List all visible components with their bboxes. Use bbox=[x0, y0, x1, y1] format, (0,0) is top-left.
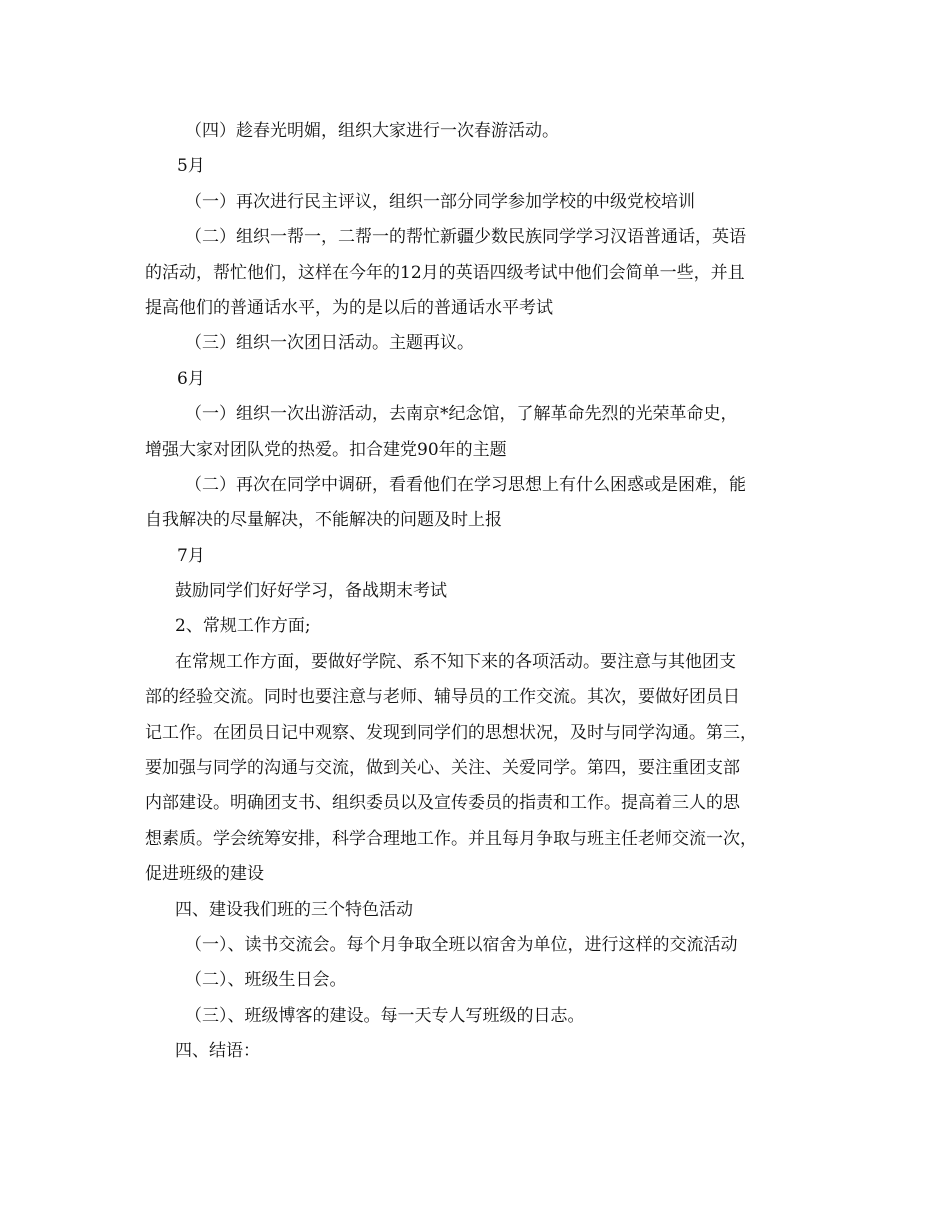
section-heading-special-activities: 四、建设我们班的三个特色活动 bbox=[175, 899, 413, 920]
month-heading-may: 5月 bbox=[177, 156, 205, 177]
paragraph-line: 促进班级的建设 bbox=[145, 864, 264, 885]
list-item: （二）、班级生日会。 bbox=[185, 970, 347, 991]
paragraph-line: 提高他们的普通话水平，为的是以后的普通话水平考试 bbox=[145, 297, 553, 318]
section-heading-conclusion: 四、结语： bbox=[175, 1041, 260, 1062]
month-heading-june: 6月 bbox=[177, 368, 205, 389]
paragraph-line: 想素质。学会统筹安排，科学合理地工作。并且每月争取与班主任老师交流一次， bbox=[145, 828, 757, 849]
paragraph-line: 在常规工作方面，要做好学院、系不知下来的各项活动。要注意与其他团支 bbox=[175, 651, 736, 672]
document-body bbox=[145, 114, 810, 1070]
section-heading-routine-work: 2、常规工作方面; bbox=[175, 616, 311, 637]
paragraph-line: （四）趁春光明媚，组织大家进行一次春游活动。 bbox=[185, 121, 559, 141]
paragraph-line: 内部建设。明确团支书、组织委员以及宣传委员的指责和工作。提高着三人的思 bbox=[145, 793, 740, 814]
paragraph-line: （二）组织一帮一，二帮一的帮忙新疆少数民族同学学习汉语普通话，英语 bbox=[185, 227, 746, 248]
list-item: （三）、班级博客的建设。每一天专人写班级的日志。 bbox=[185, 1005, 585, 1026]
paragraph-line: （一）组织一次出游活动，去南京*纪念馆，了解革命先烈的光荣革命史， bbox=[185, 404, 738, 425]
paragraph-line: （三）组织一次团日活动。主题再议。 bbox=[185, 333, 474, 354]
paragraph-line: 部的经验交流。同时也要注意与老师、辅导员的工作交流。其次，要做好团员日 bbox=[145, 687, 740, 708]
paragraph-line: 的活动，帮忙他们，这样在今年的12月的英语四级考试中他们会简单一些，并且 bbox=[145, 262, 745, 283]
list-item: （一）、读书交流会。每个月争取全班以宿舍为单位，进行这样的交流活动 bbox=[185, 934, 738, 955]
month-heading-july: 7月 bbox=[177, 545, 205, 566]
paragraph-line: （一）再次进行民主评议，组织一部分同学参加学校的中级党校培训 bbox=[185, 191, 695, 212]
paragraph-line: 增强大家对团队党的热爱。扣合建党90年的主题 bbox=[145, 439, 507, 460]
paragraph-line: 要加强与同学的沟通与交流，做到关心、关注、关爱同学。第四，要注重团支部 bbox=[145, 758, 740, 779]
paragraph-line: （二）再次在同学中调研，看看他们在学习思想上有什么困惑或是困难，能 bbox=[185, 474, 746, 495]
paragraph-line: 自我解决的尽量解决，不能解决的问题及时上报 bbox=[145, 510, 502, 531]
paragraph-line: 记工作。在团员日记中观察、发现到同学们的思想状况，及时与同学沟通。第三， bbox=[145, 722, 757, 743]
paragraph-line: 鼓励同学们好好学习，备战期末考试 bbox=[175, 581, 447, 602]
